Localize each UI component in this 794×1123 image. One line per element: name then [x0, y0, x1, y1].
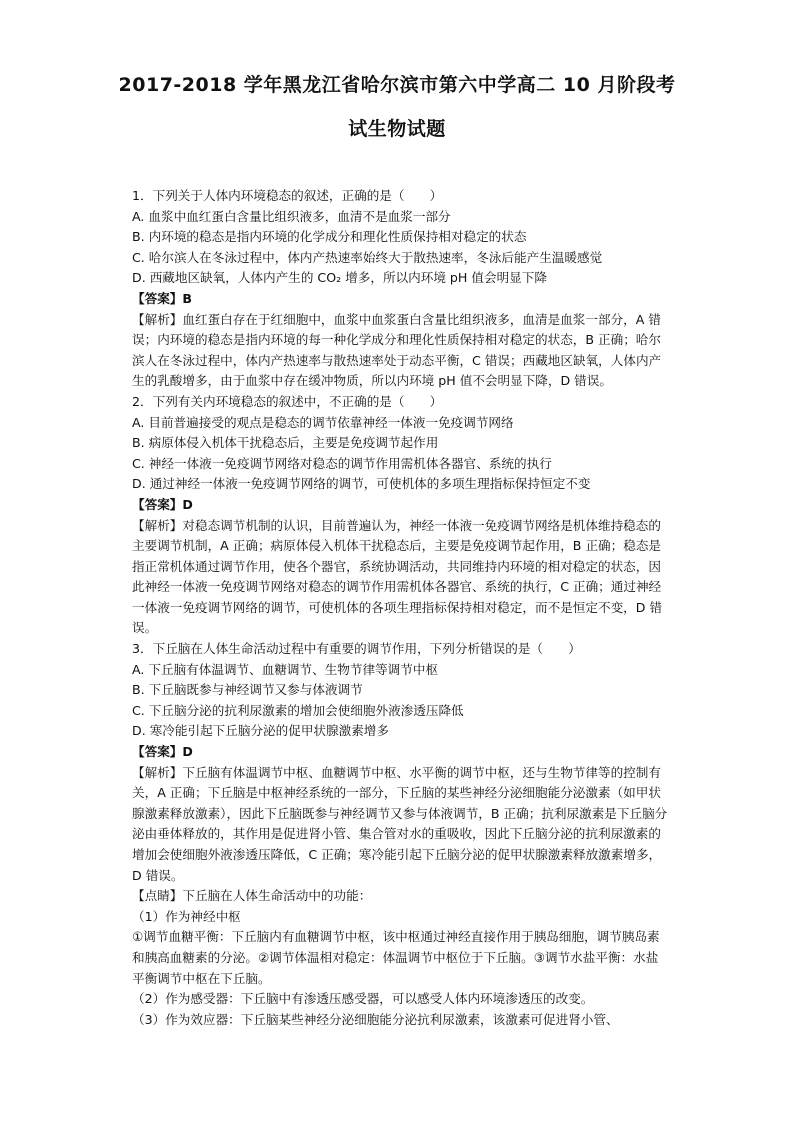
text-line: C. 哈尔滨人在冬泳过程中，体内产热速率始终大于散热速率，冬泳后能产生温暖感觉	[132, 249, 603, 265]
explanation-paragraph: 【解析】对稳态调节机制的认识，目前普遍认为，神经一体液一免疫调节网络是机体维持稳态的主要调节机制，A 正确；病原体侵入机体干扰稳态后，主要是免疫调节起作用，B 正确；稳态是指正常机体通过调节作用，使各个器官，系统协调活动，共同维持内环境的相对稳定的状态，因此神经一体液一免疫调节网络对稳态的调节作用需机体各器官、系统的执行，C 正确；通过神经一体液一免疫调节网络的调节，可使机体的各项生理指标保持相对稳定，而不是恒定不变，D 错误。	[132, 517, 663, 636]
text-line: （2）作为感受器：下丘脑中有渗透压感受器，可以感受人体内环境渗透压的改变。	[132, 991, 594, 1007]
text-line: C. 神经一体液一免疫调节网络对稳态的调节作用需机体各器官、系统的执行	[132, 455, 552, 471]
text-line: A. 下丘脑有体温调节、血糖调节、生物节律等调节中枢	[132, 661, 439, 677]
text-line: 3．下丘脑在人体生命活动过程中有重要的调节作用，下列分析错误的是（ ）	[132, 641, 581, 657]
text-line: 2．下列有关内环境稳态的叙述中，不正确的是（ ）	[132, 393, 443, 409]
text-line: ①调节血糖平衡：下丘脑内有血糖调节中枢，该中枢通过神经直接作用于胰岛细胞，调节胰岛素和胰高血糖素的分泌。②调节体温相对稳定：体温调节中枢位于下丘脑。③调节水盐平衡：水盐平衡调节中枢在下丘脑。	[132, 929, 660, 986]
text-line: 1．下列关于人体内环境稳态的叙述，正确的是（ ）	[132, 188, 443, 203]
document-title-line-1: 2017-2018 学年黑龙江省哈尔滨市第六中学高二 10 月阶段考	[118, 74, 676, 96]
explanation-paragraph: 【解析】下丘脑有体温调节中枢、血糖调节中枢、水平衡的调节中枢，还与生物节律等的控制有关，A 正确；下丘脑是中枢神经系统的一部分，下丘脑的某些神经分泌细胞能分泌激素（如甲状腺激素释放激素），因此下丘脑既参与神经调节又参与体液调节，B 正确；抗利尿激素是下丘脑分泌由垂体释放的，其作用是促进肾小管、集合管对水的重吸收，因此下丘脑分泌的抗利尿激素的增加会使细胞外液渗透压降低，C 正确；寒冷能引起下丘脑分泌的促甲状腺激素释放激素增多，D 错误。	[132, 764, 668, 883]
text-line: B. 下丘脑既参与神经调节又参与体液调节	[132, 682, 363, 698]
answer-line: 【答案】D	[132, 496, 193, 512]
answer-line: 【答案】B	[132, 290, 192, 306]
text-line: C. 下丘脑分泌的抗利尿激素的增加会使细胞外液渗透压降低	[132, 702, 464, 718]
text-line: A. 血浆中血红蛋白含量比组织液多，血清不是血浆一部分	[132, 208, 451, 224]
text-line: D. 西藏地区缺氧，人体内产生的 CO₂ 增多，所以内环境 pH 值会明显下降	[132, 270, 547, 286]
answer-line: 【答案】D	[132, 744, 193, 760]
text-line: （1）作为神经中枢	[132, 908, 241, 924]
text-line: A. 目前普遍接受的观点是稳态的调节依靠神经一体液一免疫调节网络	[132, 414, 514, 430]
text-line: B. 内环境的稳态是指内环境的化学成分和理化性质保持相对稳定的状态	[132, 229, 527, 245]
text-line: D. 通过神经一体液一免疫调节网络的调节，可使机体的多项生理指标保持恒定不变	[132, 476, 591, 492]
text-line: B. 病原体侵入机体干扰稳态后，主要是免疫调节起作用	[132, 435, 439, 451]
text-line: （3）作为效应器：下丘脑某些神经分泌细胞能分泌抗利尿激素，该激素可促进肾小管、	[132, 1011, 619, 1027]
document-title-line-2: 试生物试题	[348, 118, 446, 140]
text-line: D. 寒冷能引起下丘脑分泌的促甲状腺激素增多	[132, 723, 389, 739]
text-line: 【点睛】下丘脑在人体生命活动中的功能：	[132, 888, 372, 904]
document-body	[132, 186, 668, 1030]
explanation-paragraph: 【解析】血红蛋白存在于红细胞中，血浆中血浆蛋白含量比组织液多，血清是血浆一部分，A 错误；内环境的稳态是指内环境的每一种化学成分和理化性质保持相对稳定的状态，B 正确；哈尔滨人在冬泳过程中，体内产热速率与散热速率处于动态平衡，C 错误；西藏地区缺氧，人体内产生的乳酸增多，由于血浆中存在缓冲物质，所以内环境 pH 值不会明显下降，D 错误。	[132, 311, 662, 389]
